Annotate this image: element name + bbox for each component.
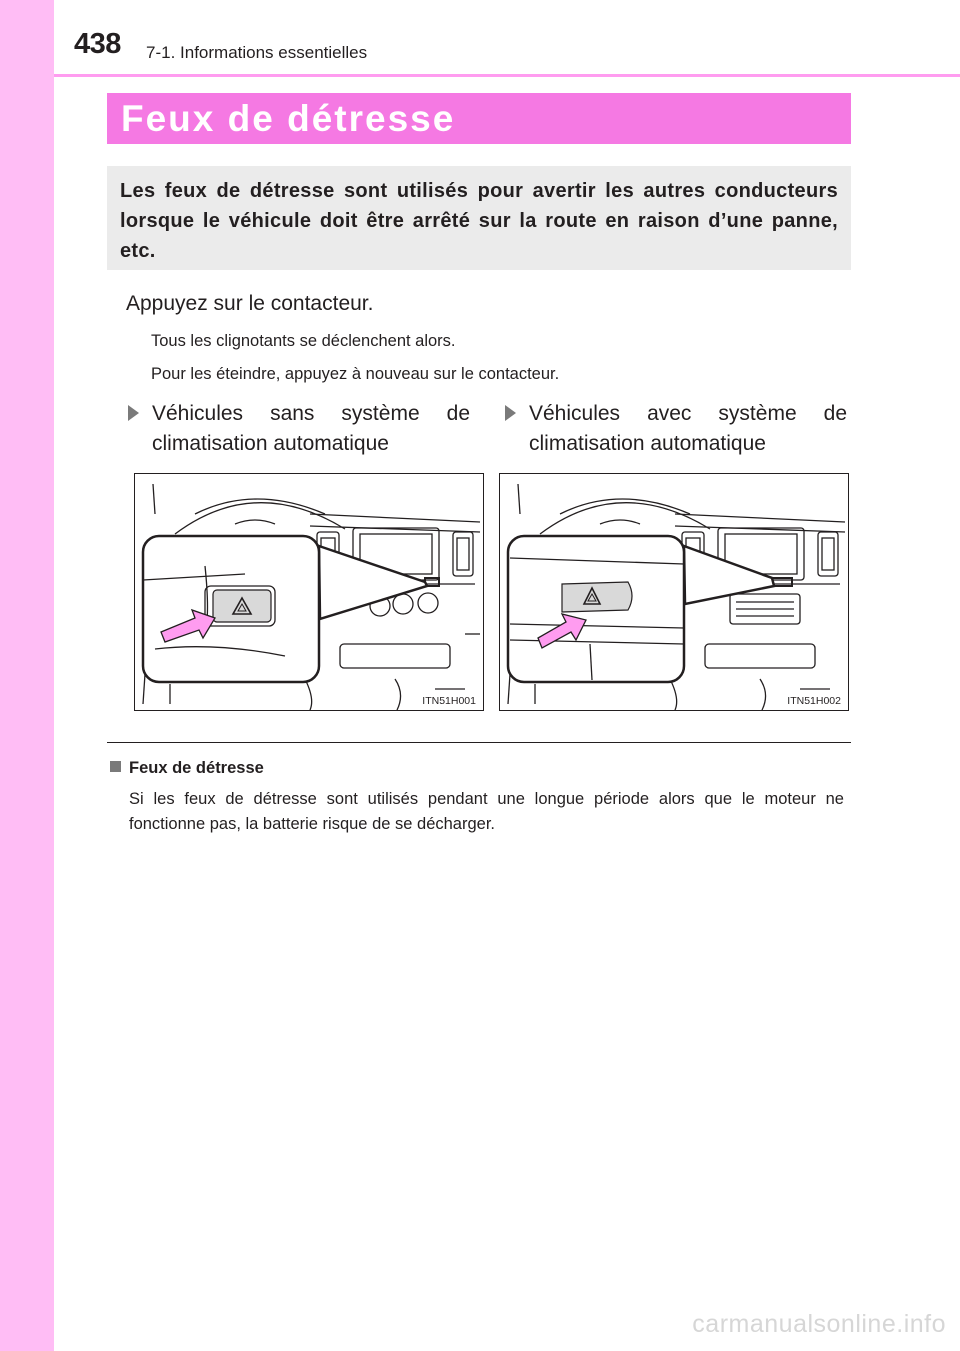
figure-code: ITN51H001	[422, 695, 476, 707]
variant-text: Véhicules avec système de climatisation automatique	[529, 402, 847, 455]
triangle-marker-icon	[505, 405, 516, 421]
note-text: Pour les éteindre, appuyez à nouveau sur le contacteur.	[151, 365, 560, 383]
subsection-heading	[110, 759, 264, 778]
watermark: carmanualsonline.info	[692, 1310, 946, 1338]
intro-text: Les feux de détresse sont utilisés pour avertir les autres conducteurs lorsque le véhicule doit être arrêté sur la route en raison d’une panne, etc.	[120, 180, 838, 262]
section-divider	[107, 742, 851, 743]
dashboard-drawing	[135, 474, 483, 710]
side-color-band	[0, 0, 54, 1351]
instruction-text: Appuyez sur le contacteur.	[126, 292, 374, 315]
figure-code: ITN51H002	[787, 695, 841, 707]
illustration-with-auto-climate	[499, 473, 849, 711]
title-band	[107, 93, 851, 144]
variant-label-with-auto-climate	[529, 399, 847, 459]
page-title: Feux de détresse	[121, 98, 456, 139]
intro-box	[107, 166, 851, 270]
note-text: Tous les clignotants se déclenchent alors.	[151, 332, 456, 350]
subsection-heading-text: Feux de détresse	[129, 759, 264, 777]
subsection-body: Si les feux de détresse sont utilisés pendant une longue période alors que le moteur ne fonctionne pas, la batterie risque de se décharger.	[129, 790, 844, 833]
triangle-marker-icon	[128, 405, 139, 421]
section-label: 7-1. Informations essentielles	[146, 43, 368, 62]
illustration-without-auto-climate	[134, 473, 484, 711]
page-number: 438	[74, 28, 121, 60]
square-bullet-icon	[110, 761, 121, 772]
dashboard-drawing	[500, 474, 848, 710]
variant-label-without-auto-climate	[152, 399, 470, 459]
header-rule	[54, 74, 960, 77]
variant-text: Véhicules sans système de climatisation automatique	[152, 402, 470, 455]
